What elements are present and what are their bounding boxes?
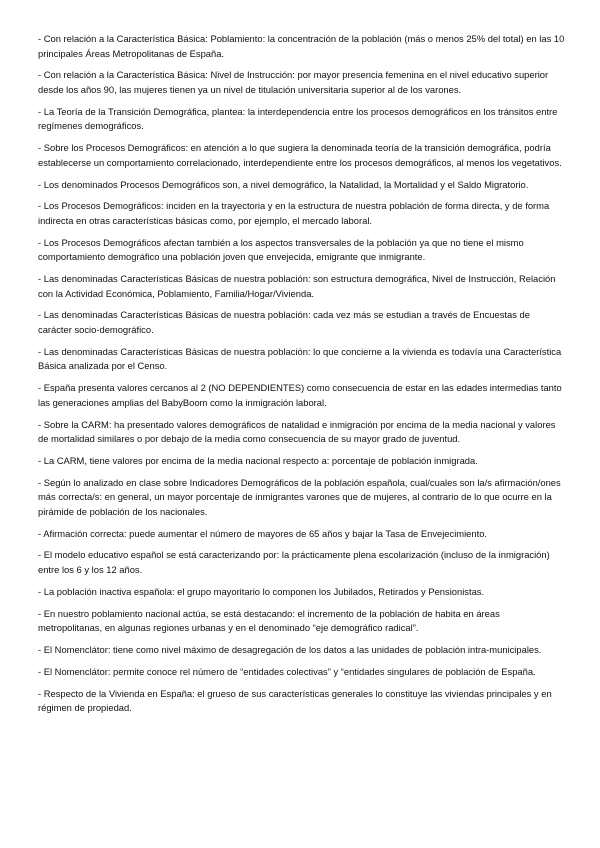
- paragraph-espana-dependencia: - España presenta valores cercanos al 2 (NO DEPENDIENTES) como consecuencia de estar en las edades intermedias tanto las generaciones amplias del BabyBoom como la inmigración laboral.: [38, 382, 562, 408]
- paragraph-procesos-inciden: - Los Procesos Demográficos: inciden en la trayectoria y en la estructura de nuestra población de forma directa, y de forma indirecta en otras características básicas como, por ejemplo, el mercado laboral.: [38, 200, 550, 226]
- paragraph-procesos-demograficos-teoria: - Sobre los Procesos Demográficos: en atención a lo que sugiera la denominada teoría de la transición demográfica, podría establecerse un comportamiento correlacionado, interdependiente entre los procesos demográficos, al menos los vegetativos.: [38, 142, 562, 168]
- paragraph-nomenclator-entidades: - El Nomenclátor: permite conoce rel número de “entidades colectivas” y “entidades singulares de población de España.: [38, 665, 536, 677]
- paragraph-afirmacion-correcta: - Afirmación correcta: puede aumentar el número de mayores de 65 años y bajar la Tasa de Envejecimiento.: [38, 527, 488, 539]
- paragraph-indicadores-demograficos: - Según lo analizado en clase sobre Indicadores Demográficos de la población española, cual/cuales son la/s afirmación/ones más correcta/s: en general, un mayor porcentaje de inmigrantes varones que de mujeres, al contrario de lo que ocurre en la pirámide de población de los nacionales.: [38, 476, 561, 517]
- paragraph-nomenclator-desagregacion: - El Nomenclátor: tiene como nivel máximo de desagregación de los datos a las unidades de población intra-municipales.: [38, 643, 542, 655]
- paragraph-caracteristicas-encuestas: - Las denominadas Características Básicas de nuestra población: cada vez más se estudian a través de Encuestas de carácter socio-demográfico.: [38, 309, 530, 335]
- paragraph-procesos-denominados: - Los denominados Procesos Demográficos son, a nivel demográfico, la Natalidad, la Mortalidad y el Saldo Migratorio.: [38, 178, 529, 190]
- paragraph-poblacion-inactiva: - La población inactiva española: el grupo mayoritario lo componen los Jubilados, Retirados y Pensionistas.: [38, 585, 485, 597]
- paragraph-teoria-transicion: - La Teoría de la Transición Demográfica, plantea: la interdependencia entre los procesos demográficos en los tránsitos entre regímenes demográficos.: [38, 105, 558, 132]
- paragraph-carm-valores: - Sobre la CARM: ha presentado valores demográficos de natalidad e inmigración por encima de la media nacional y valores de mortalidad similares o por debajo de la media como consecuencia de su mayor grado de juventud.: [38, 418, 556, 445]
- paragraph-caracteristicas-lista: - Las denominadas Características Básicas de nuestra población: son estructura demográfica, Nivel de Instrucción, Relación con la Actividad Económica, Poblamiento, Familia/Hogar/Vivienda.: [38, 273, 556, 299]
- paragraph-poblamiento-nacional: - En nuestro poblamiento nacional actúa, se está destacando: el incremento de la población de habita en áreas metropolitanas, en algunas regiones urbanas y en el denominado “eje demográfico radical”.: [38, 607, 500, 634]
- paragraph-vivienda-espana: - Respecto de la Vivienda en España: el grueso de sus características generales lo constituye las viviendas principales y en régimen de propiedad.: [38, 687, 552, 714]
- paragraph-modelo-educativo: - El modelo educativo español se está caracterizando por: la prácticamente plena escolarización (incluso de la inmigración) entre los 6 y los 12 años.: [38, 549, 550, 576]
- paragraph-procesos-transversales: - Los Procesos Demográficos afectan también a los aspectos transversales de la población ya que no tiene el mismo comportamiento demográfico una población joven que envejecida, emigrante que inmigrante.: [38, 236, 524, 263]
- paragraph-caracteristicas-vivienda: - Las denominadas Características Básicas de nuestra población: lo que concierne a la vivienda es todavía una Característica Básica analizada por el Censo.: [38, 345, 562, 372]
- paragraph-carm-inmigrada: - La CARM, tiene valores por encima de la media nacional respecto a: porcentaje de población inmigrada.: [38, 454, 478, 466]
- paragraph-nivel-instruccion: - Con relación a la Característica Básica: Nivel de Instrucción: por mayor presencia femenina en el nivel educativo superior desde los años 90, las mujeres tienen ya un nivel de titulación universitaria superior al de los varones.: [38, 69, 549, 95]
- paragraph-poblamiento: - Con relación a la Característica Básica: Poblamiento: la concentración de la población (más o menos 25% del total) en las 10 principales Áreas Metropolitanas de España.: [38, 33, 565, 59]
- document-page: [38, 32, 566, 723]
